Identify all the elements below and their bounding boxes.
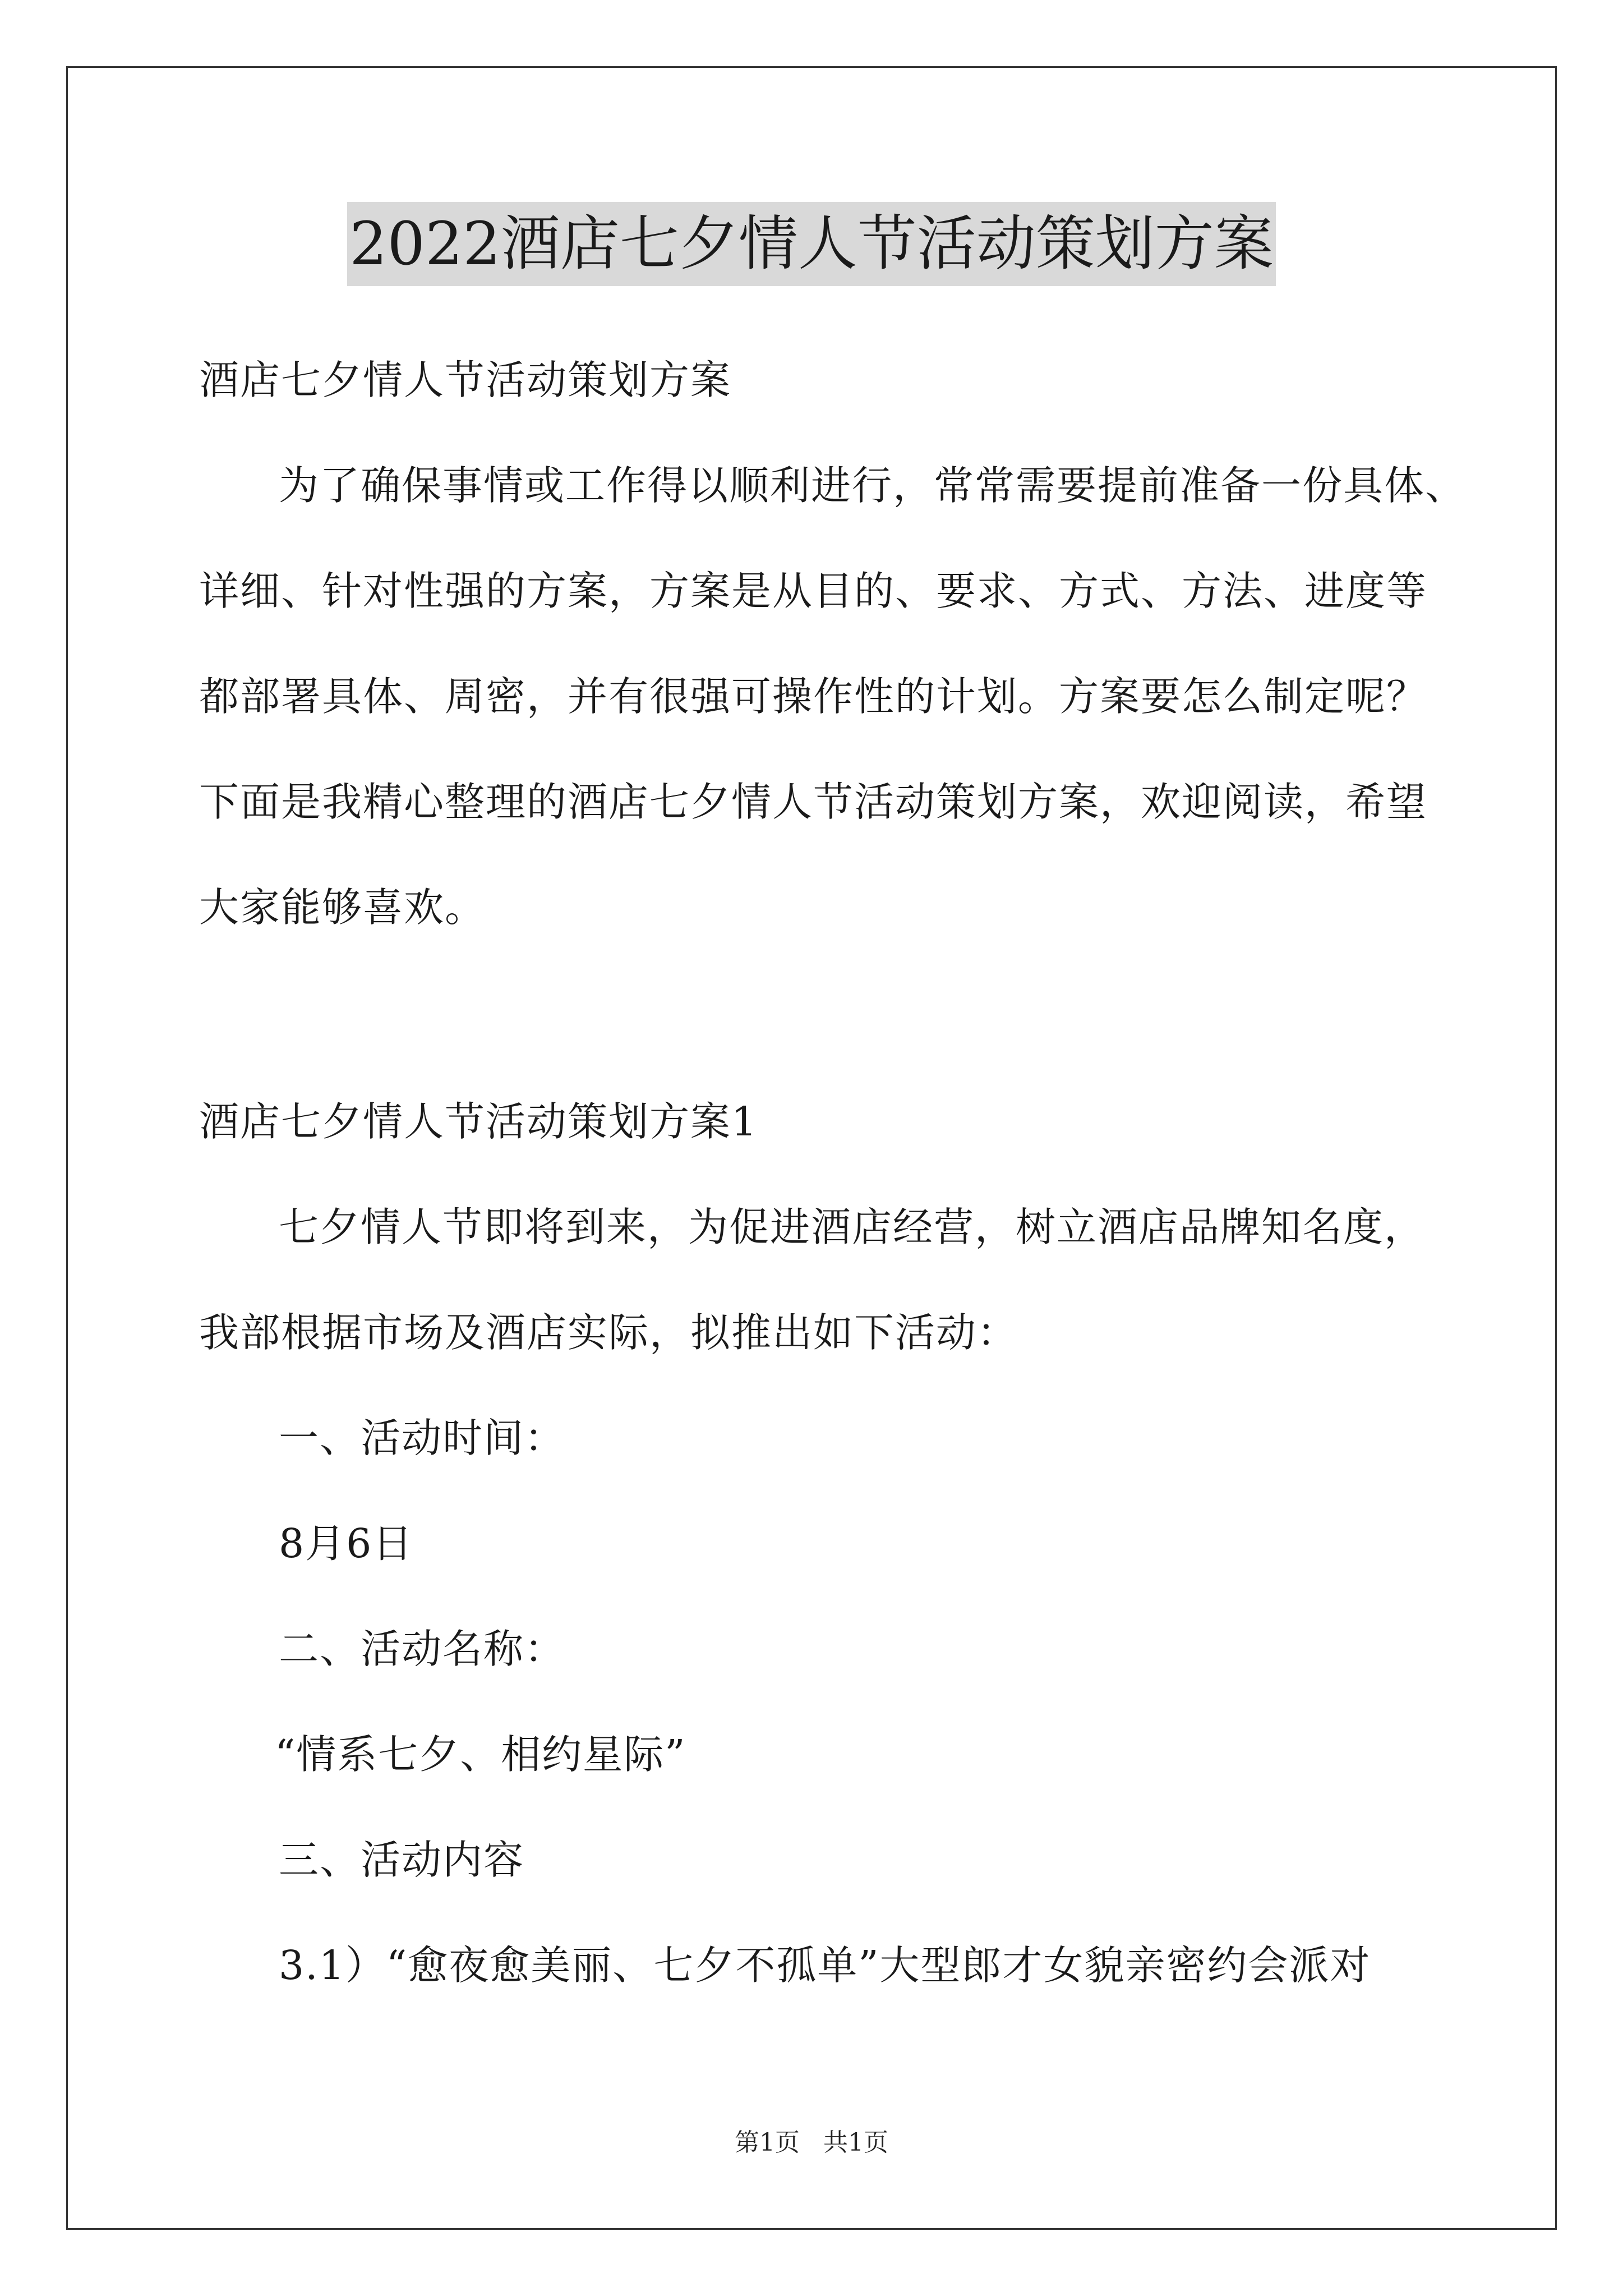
list-item-heading: 三、活动内容: [279, 1837, 525, 1883]
paragraph-line: 都部署具体、周密，并有很强可操作性的计划。方案要怎么制定呢？: [199, 673, 1428, 720]
list-item-text: “情系七夕、相约星际”: [275, 1731, 686, 1778]
document-title: [0, 202, 1623, 286]
paragraph-line: 七夕情人节即将到来，为促进酒店经营，树立酒店品牌知名度，: [279, 1204, 1426, 1250]
list-item-text: 3.1）“愈夜愈美丽、七夕不孤单”大型郎才女貌亲密约会派对: [279, 1942, 1371, 1989]
subtitle-line: 酒店七夕情人节活动策划方案: [199, 357, 732, 403]
section-heading: 酒店七夕情人节活动策划方案1: [199, 1098, 758, 1145]
paragraph-line: 为了确保事情或工作得以顺利进行，常常需要提前准备一份具体、: [279, 462, 1467, 509]
paragraph-line: 我部根据市场及酒店实际，拟推出如下活动：: [199, 1309, 1018, 1356]
list-item-text: 8月6日: [279, 1520, 414, 1567]
page-total: 共1页: [823, 2128, 888, 2157]
page-number: 第1页: [735, 2128, 800, 2157]
paragraph-line: 下面是我精心整理的酒店七夕情人节活动策划方案，欢迎阅读，希望: [199, 779, 1428, 825]
paragraph-line: 详细、针对性强的方案，方案是从目的、要求、方式、方法、进度等: [199, 568, 1428, 614]
list-item-heading: 二、活动名称：: [279, 1626, 566, 1672]
document-title-text: 2022酒店七夕情人节活动策划方案: [347, 202, 1276, 286]
page-footer: [0, 2126, 1623, 2160]
paragraph-line: 大家能够喜欢。: [199, 884, 486, 931]
list-item-heading: 一、活动时间：: [279, 1415, 566, 1461]
